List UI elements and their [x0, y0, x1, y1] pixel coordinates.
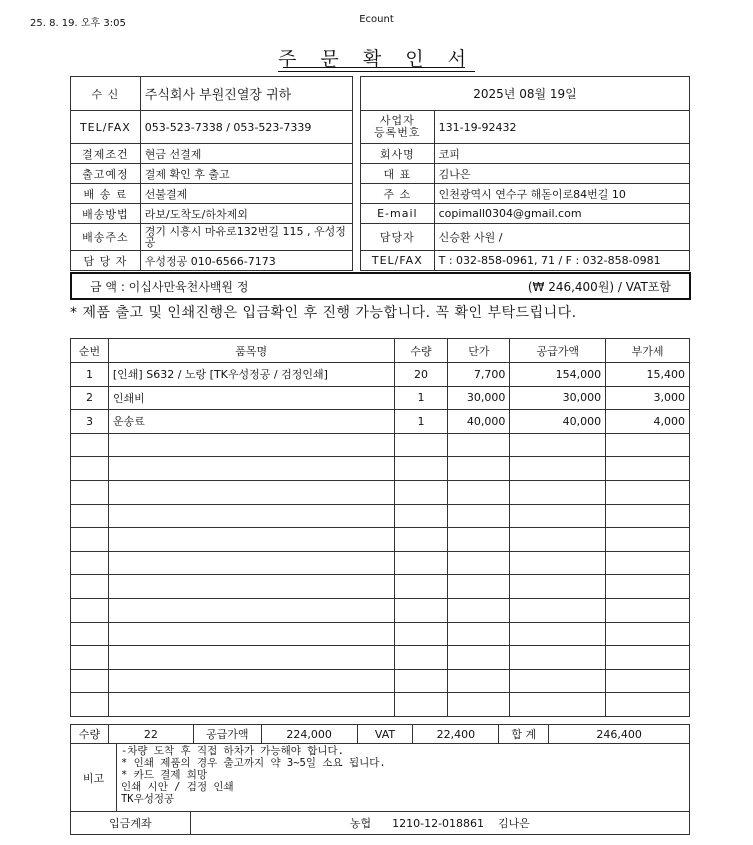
item-qty	[394, 693, 448, 717]
item-no	[71, 669, 109, 693]
remarks-label: 비고	[71, 744, 117, 812]
item-qty: 1	[394, 386, 448, 410]
document-date: 2025년 08월 19일	[361, 77, 690, 111]
item-supply	[510, 504, 606, 528]
col-supply: 공급가액	[510, 339, 606, 363]
to-value: 주식회사 부원진열장 귀하	[140, 77, 352, 111]
empty-item-row	[71, 504, 690, 528]
item-qty	[394, 551, 448, 575]
item-no	[71, 433, 109, 457]
total-qty-label: 수량	[71, 725, 109, 744]
item-vat: 15,400	[606, 363, 690, 387]
item-name	[108, 575, 394, 599]
remarks-table	[70, 743, 690, 812]
item-supply	[510, 551, 606, 575]
supplier-table	[360, 76, 690, 271]
empty-item-row	[71, 669, 690, 693]
item-supply	[510, 433, 606, 457]
item-qty	[394, 669, 448, 693]
shipfee-label: 배 송 료	[71, 184, 141, 204]
title-text: 주 문 확 인 서	[278, 48, 475, 70]
empty-item-row	[71, 646, 690, 670]
item-vat: 3,000	[606, 386, 690, 410]
item-qty	[394, 433, 448, 457]
item-name: 운송료	[108, 410, 394, 434]
item-qty	[394, 457, 448, 481]
email-value: copimall0304@gmail.com	[434, 204, 689, 224]
item-no	[71, 646, 109, 670]
item-qty: 20	[394, 363, 448, 387]
account-number: 1210-12-018861	[392, 817, 485, 830]
amount-box	[70, 272, 691, 300]
item-price	[448, 433, 510, 457]
item-no	[71, 598, 109, 622]
payment-notice: * 제품 출고 및 인쇄진행은 입금확인 후 진행 가능합니다. 꼭 확인 부탁드립니다.	[70, 305, 577, 321]
supplier-manager-label: 담당자	[361, 224, 435, 251]
item-price: 40,000	[448, 410, 510, 434]
bizno-value: 131-19-92432	[434, 111, 689, 144]
item-no	[71, 528, 109, 552]
item-supply	[510, 480, 606, 504]
company-label: 회사명	[361, 144, 435, 164]
ceo-value: 김나은	[434, 164, 689, 184]
app-name: Ecount	[359, 14, 394, 25]
print-datetime: 25. 8. 19. 오후 3:05	[30, 18, 126, 29]
item-price	[448, 622, 510, 646]
account-label: 입금계좌	[71, 812, 191, 835]
item-supply: 154,000	[510, 363, 606, 387]
account-bank: 농협	[349, 817, 372, 830]
ceo-label: 대 표	[361, 164, 435, 184]
item-vat	[606, 622, 690, 646]
item-name	[108, 622, 394, 646]
item-name	[108, 669, 394, 693]
remarks-line: * 카드 결제 희망	[120, 769, 208, 781]
supplier-address-value: 인천광역시 연수구 해돋이로84번길 10	[434, 184, 689, 204]
item-supply	[510, 457, 606, 481]
item-no: 2	[71, 386, 109, 410]
schedule-value: 결제 확인 후 출고	[140, 164, 352, 184]
shipmethod-label: 배송방법	[71, 204, 141, 224]
item-supply	[510, 575, 606, 599]
item-name	[108, 457, 394, 481]
item-supply	[510, 622, 606, 646]
item-no	[71, 504, 109, 528]
item-name	[108, 433, 394, 457]
remarks-line: -차량 도착 후 직접 하차가 가능해야 합니다.	[120, 745, 344, 757]
item-supply: 30,000	[510, 386, 606, 410]
total-vat-label: VAT	[357, 725, 413, 744]
empty-item-row	[71, 433, 690, 457]
telfax-label: TEL/FAX	[71, 111, 141, 144]
item-price	[448, 480, 510, 504]
item-no	[71, 622, 109, 646]
telfax-value: 053-523-7338 / 053-523-7339	[140, 111, 352, 144]
total-vat-value: 22,400	[413, 725, 499, 744]
item-name	[108, 528, 394, 552]
item-price: 30,000	[448, 386, 510, 410]
item-qty	[394, 480, 448, 504]
manager-value: 우성정공 010-6566-7173	[140, 251, 352, 271]
empty-item-row	[71, 575, 690, 599]
item-qty	[394, 646, 448, 670]
item-price	[448, 646, 510, 670]
item-vat	[606, 433, 690, 457]
empty-item-row	[71, 457, 690, 481]
item-supply	[510, 598, 606, 622]
item-name: 인쇄비	[108, 386, 394, 410]
empty-item-row	[71, 622, 690, 646]
item-vat	[606, 504, 690, 528]
supplier-telfax-value: T : 032-858-0961, 71 / F : 032-858-0981	[434, 251, 689, 271]
col-name: 품목명	[108, 339, 394, 363]
address-value: 경기 시흥시 마유로132번길 115 , 우성정공	[140, 224, 352, 251]
remarks-line: 인쇄 시안 / 검정 인쇄	[120, 781, 234, 793]
amount-value: (₩ 246,400원) / VAT포함	[527, 279, 671, 294]
item-row	[71, 410, 690, 434]
item-qty	[394, 598, 448, 622]
item-name	[108, 504, 394, 528]
account-holder: 김나은	[498, 817, 530, 830]
recipient-table	[70, 76, 353, 271]
item-supply	[510, 693, 606, 717]
total-supply-value: 224,000	[261, 725, 357, 744]
amount-words: 금 액 : 이십사만육천사백원 정	[90, 279, 249, 294]
supplier-address-label: 주 소	[361, 184, 435, 204]
item-qty: 1	[394, 410, 448, 434]
payment-label: 결제조건	[71, 144, 141, 164]
item-vat	[606, 646, 690, 670]
items-header-row	[71, 339, 690, 363]
item-qty	[394, 528, 448, 552]
col-no: 순번	[71, 339, 109, 363]
item-row	[71, 363, 690, 387]
item-price	[448, 669, 510, 693]
item-price	[448, 504, 510, 528]
item-vat	[606, 693, 690, 717]
item-vat	[606, 669, 690, 693]
item-no	[71, 551, 109, 575]
to-label: 수 신	[71, 77, 141, 111]
total-supply-label: 공급가액	[193, 725, 261, 744]
item-no	[71, 575, 109, 599]
item-price	[448, 528, 510, 552]
schedule-label: 출고예정	[71, 164, 141, 184]
item-name	[108, 480, 394, 504]
remarks-content	[116, 744, 689, 812]
grand-total-label: 합 계	[499, 725, 549, 744]
item-price	[448, 693, 510, 717]
item-qty	[394, 504, 448, 528]
item-price	[448, 598, 510, 622]
item-supply: 40,000	[510, 410, 606, 434]
item-qty	[394, 575, 448, 599]
item-no	[71, 457, 109, 481]
col-qty: 수량	[394, 339, 448, 363]
item-vat	[606, 551, 690, 575]
totals-table	[70, 724, 690, 744]
account-table	[70, 811, 690, 835]
empty-item-row	[71, 528, 690, 552]
item-name: [인쇄] S632 / 노랑 [TK우성정공 / 검정인쇄]	[108, 363, 394, 387]
item-price	[448, 575, 510, 599]
email-label: E-mail	[361, 204, 435, 224]
remarks-line: * 인쇄 제품의 경우 출고까지 약 3~5일 소요 됩니다.	[120, 757, 386, 769]
item-vat	[606, 480, 690, 504]
title-underline	[283, 67, 465, 68]
item-price	[448, 551, 510, 575]
manager-label: 담 당 자	[71, 251, 141, 271]
empty-item-row	[71, 693, 690, 717]
shipfee-value: 선불결제	[140, 184, 352, 204]
payment-value: 현금 선결제	[140, 144, 352, 164]
items-table	[70, 338, 690, 717]
bizno-label: 사업자 등록번호	[361, 111, 435, 144]
item-vat: 4,000	[606, 410, 690, 434]
item-name	[108, 646, 394, 670]
item-vat	[606, 528, 690, 552]
item-no	[71, 693, 109, 717]
col-vat: 부가세	[606, 339, 690, 363]
item-price	[448, 457, 510, 481]
company-value: 코피	[434, 144, 689, 164]
item-vat	[606, 457, 690, 481]
item-no: 1	[71, 363, 109, 387]
item-row	[71, 386, 690, 410]
item-supply	[510, 669, 606, 693]
empty-item-row	[71, 598, 690, 622]
address-label: 배송주소	[71, 224, 141, 251]
item-supply	[510, 646, 606, 670]
account-info	[190, 812, 689, 835]
item-vat	[606, 575, 690, 599]
item-name	[108, 598, 394, 622]
item-name	[108, 551, 394, 575]
item-vat	[606, 598, 690, 622]
item-no: 3	[71, 410, 109, 434]
grand-total-value: 246,400	[549, 725, 690, 744]
item-price: 7,700	[448, 363, 510, 387]
empty-item-row	[71, 551, 690, 575]
item-qty	[394, 622, 448, 646]
shipmethod-value: 라보/도착도/하차제외	[140, 204, 352, 224]
item-name	[108, 693, 394, 717]
empty-item-row	[71, 480, 690, 504]
col-price: 단가	[448, 339, 510, 363]
supplier-telfax-label: TEL/FAX	[361, 251, 435, 271]
item-no	[71, 480, 109, 504]
remarks-line: TK우성정공	[120, 793, 175, 805]
total-qty-value: 22	[108, 725, 193, 744]
supplier-manager-value: 신승환 사원 /	[434, 224, 689, 251]
item-supply	[510, 528, 606, 552]
